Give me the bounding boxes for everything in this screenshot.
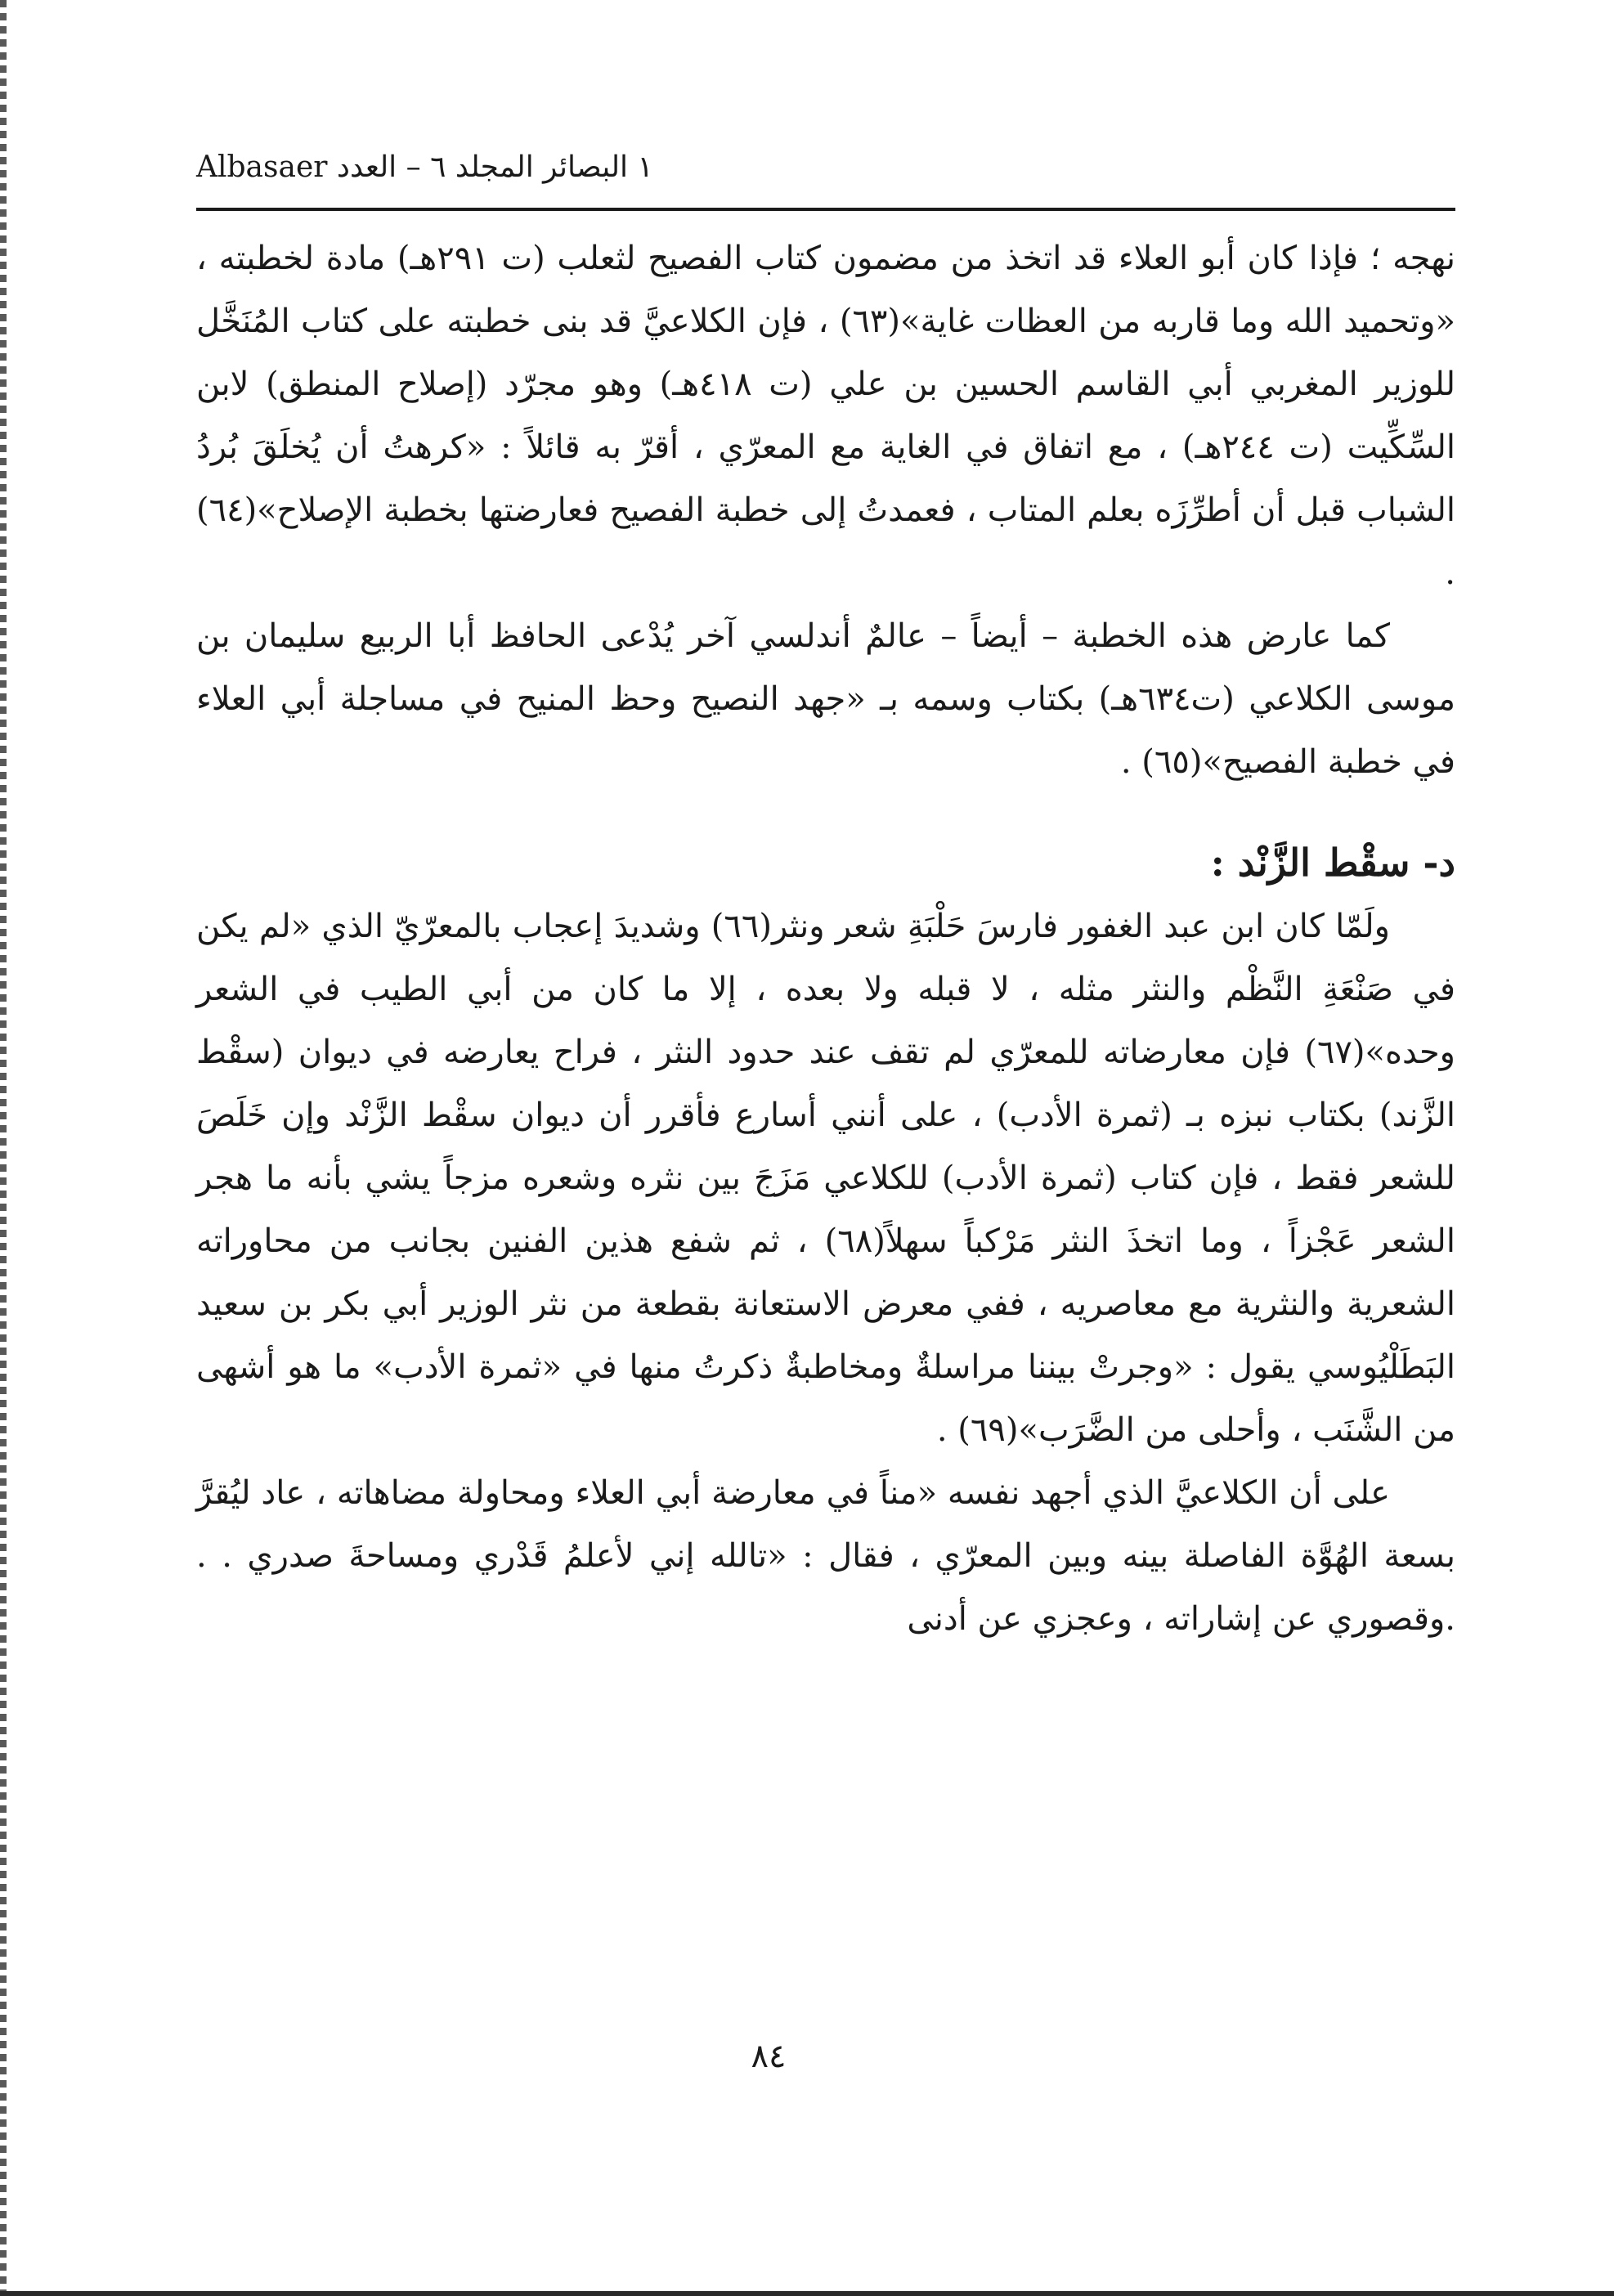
paragraph: كما عارض هذه الخطبة – أيضاً – عالمٌ أندلسي آخر يُدْعى الحافظ أبا الربيع سليمان بن موسى الكلاعي (ت٦٣٤هـ) بكتاب وسمه بـ «جهد النصيح وحظ المنيح في مساجلة أبي العلاء في خطبة الفصيح»(٦٥) . [196,617,1455,781]
paragraph: نهجه ؛ فإذا كان أبو العلاء قد اتخذ من مضمون كتاب الفصيح لثعلب (ت ٢٩١هـ) مادة لخطبته ، «وتحميد الله وما قاربه من العظات غاية»(٦٣) ، فإن الكلاعيَّ قد بنى خطبته على كتاب المُنَخَّل للوزير المغربي أبي القاسم الحسين بن علي (ت ٤١٨هـ) وهو مجرّد (إصلاح المنطق) لابن السِّكِّيت (ت ٢٤٤هـ) ، مع اتفاق في الغاية مع المعرّي ، أقرّ به قائلاً : «كرهتُ أن يُخلَقَ بُردُ الشباب قبل أن أطرِّزَه بعلم المتاب ، فعمدتُ إلى خطبة الفصيح فعارضتها بخطبة الإصلاح»(٦٤) . [196,240,1456,592]
binding-edge [0,0,7,2296]
bottom-edge [0,2291,1614,2296]
paragraph: ولَمّا كان ابن عبد الغفور فارسَ حَلْبَةِ شعر ونثر(٦٦) وشديدَ إعجاب بالمعرّيّ الذي «لم يكن في صَنْعَةِ النَّظْم والنثر مثله ، لا قبله ولا بعده ، إلا ما كان من أبي الطيب في الشعر وحده»(٦٧) فإن معارضاته للمعرّي لم تقف عند حدود النثر ، فراح يعارضه في ديوان (سقْط الزَّند) بكتاب نبزه بـ (ثمرة الأدب) ، على أنني أسارع فأقرر أن ديوان سقْط الزَّنْد وإن خَلَصَ للشعر فقط ، فإن كتاب (ثمرة الأدب) للكلاعي مَزَجَ بين نثره وشعره مزجاً يشي بأنه ما هجر الشعر عَجْزاً ، وما اتخذَ النثر مَرْكباً سهلاً(٦٨) ، ثم شفع هذين الفنين بجانب من محاوراته الشعرية والنثرية مع معاصريه ، ففي معرض الاستعانة بقطعة من نثر الوزير أبي بكر بن سعيد البَطَلْيُوسي يقول : «وجرتْ بيننا مراسلةٌ ومخاطبةٌ ذكرتُ منها في «ثمرة الأدب» ما هو أشهى من الشَّنَب ، وأحلى من الضَّرَب»(٦٩) . [196,908,1455,1449]
paragraph: على أن الكلاعيَّ الذي أجهد نفسه «مناً في معارضة أبي العلاء ومحاولة مضاهاته ، عاد ليُقرَّ بسعة الهُوَّة الفاصلة بينه وبين المعرّي ، فقال : «تالله إني لأعلمُ قَدْري ومساحةَ صدري . . .وقصوري عن إشاراته ، وعجزي عن أدنى [196,1474,1455,1638]
running-header [196,146,1455,203]
header-rule [196,208,1455,211]
section-heading: د- سقْط الزَّنْد : [1210,841,1455,885]
body-text [196,227,1455,1651]
page-number: ٨٤ [751,2038,787,2075]
header-journal-title: Albasaer ١ البصائر المجلد ٦ – العدد [196,150,653,184]
